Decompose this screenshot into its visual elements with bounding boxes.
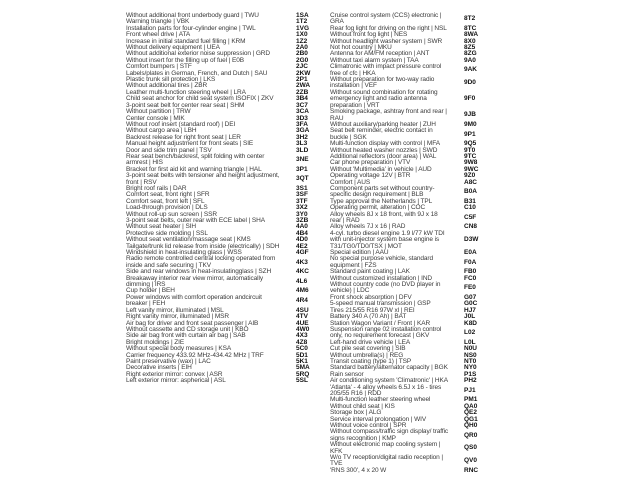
option-description: Comfort bumpers | STF	[126, 63, 192, 71]
option-code: 2KW	[296, 69, 311, 77]
option-description: Load-through provision | DLS	[126, 204, 208, 212]
option-code: 8X0	[464, 37, 476, 45]
option-description: Warning triangle | VBK	[126, 18, 190, 26]
option-code: PM1	[464, 396, 478, 404]
option-row	[330, 90, 492, 109]
option-code: 3Y0	[296, 210, 308, 218]
option-code: 3L3	[296, 140, 308, 148]
option-code: 3CA	[296, 108, 310, 116]
option-description: Increase in initial standard fuel filling | KRM	[126, 37, 246, 45]
option-description: Battery 340 A (70 Ah) | BAT	[330, 313, 407, 321]
option-row	[330, 455, 492, 468]
option-description: Not hot country | MKU	[330, 44, 392, 52]
option-code: 3NE	[296, 156, 309, 164]
option-description: Center console | MIK	[126, 114, 185, 122]
option-description: 'RNS 300', 4 x 20 W	[330, 466, 387, 474]
option-code: 9Q5	[464, 140, 477, 148]
option-code: 9D0	[464, 79, 476, 87]
option-code: B0A	[464, 188, 478, 196]
option-description: Without umbrella(s) | REG	[330, 351, 404, 359]
option-description: Radio remote controlled central locking operated from inside and safe securing | TKV	[126, 255, 276, 269]
option-description: Without cassette and CD storage unit | KBO	[126, 325, 249, 333]
option-description: Type approval the Netherlands | TPL	[330, 197, 433, 205]
option-description: Installation parts for four-cylinder engine | TWL	[126, 24, 256, 32]
option-description: Without partition | TRW	[126, 108, 191, 116]
option-code: QS0	[464, 444, 478, 452]
option-description: Carrier frequency 433.92 MHz-434.42 MHz | TRF	[126, 351, 264, 359]
option-code: 4GF	[296, 249, 309, 257]
option-description: Cut pile seat covering | SIB	[330, 345, 406, 353]
option-code: 8Z5	[464, 44, 476, 52]
option-row	[330, 109, 492, 122]
option-description: Tailgate/trunk lid release from inside (electrically) | SDH	[126, 242, 280, 250]
option-code: 3P1	[296, 165, 308, 173]
option-description: Without 'Multimedia' in vehicle | AUD	[330, 165, 432, 173]
option-description: Standard paint coating | LAK	[330, 268, 410, 276]
option-description: Right exterior mirror: convex | ASR	[126, 370, 223, 378]
option-code: D3W	[464, 236, 479, 244]
option-code: P1S	[464, 370, 477, 378]
option-description: Alloy wheels 7J x 16 | RAD	[330, 223, 406, 231]
option-description: 3-point seat belts, outer rear with ECE label | SHA	[126, 217, 265, 224]
option-code: 4M6	[296, 287, 309, 295]
option-code: 1X0	[296, 31, 308, 39]
option-description: Door and side trim panel | TSV	[126, 146, 212, 154]
option-code: 9P1	[464, 130, 476, 138]
option-code: 3TF	[296, 197, 308, 205]
option-description: Without voice control | SPR	[330, 422, 407, 429]
option-description: Without headlight washer system | SWR	[330, 37, 443, 45]
option-code: 3S1	[296, 184, 308, 192]
option-code: N0U	[464, 345, 478, 353]
option-description: Right vanity mirror, illuminated | MSR	[126, 313, 230, 321]
option-description: Cup holder | BEH	[126, 287, 175, 295]
option-description: Leather multi-function steering wheel | LRA	[126, 88, 246, 96]
option-code: 2B0	[296, 50, 308, 58]
option-description: Operating voltage 12V | BTR	[330, 172, 411, 180]
option-code: 8TC	[464, 24, 477, 32]
option-code: FB0	[464, 268, 477, 276]
option-code: J0L	[464, 313, 476, 321]
option-description: Car phone preparation | VTV	[330, 159, 411, 167]
option-code: K8D	[464, 319, 478, 327]
option-description: Without front fog light | NES	[330, 31, 408, 39]
option-description: Without taxi alarm system | TAA	[330, 56, 419, 64]
option-description: Rear seat bench/backrest, split folding with center armrest | HIS	[126, 152, 265, 167]
option-description: Paint preservative (wax) | LAC	[126, 357, 211, 365]
option-description: Bright roof rails | DAR	[126, 184, 187, 192]
option-description: Without child seat | KIS	[330, 402, 395, 410]
option-description: Without roof insert (standard roof) | DEI	[126, 120, 236, 128]
option-row	[330, 468, 492, 474]
option-description: Service interval prolongation | WIV	[330, 415, 427, 423]
option-description: Station Wagon Variant / Front | KAR	[330, 319, 431, 327]
option-code: 4D0	[296, 236, 308, 244]
option-code: 3FA	[296, 120, 308, 128]
option-code: C5F	[464, 213, 477, 221]
option-code: 3C7	[296, 101, 308, 109]
option-description: Breakaway interior rear view mirror, automatically dimming | IRS	[126, 274, 263, 289]
option-description: Multi-function display with control | MFA	[330, 140, 440, 148]
option-code: A8C	[464, 178, 478, 186]
option-description: Manual height adjustment for front seats | SIE	[126, 140, 254, 148]
option-code: 2JC	[296, 63, 308, 71]
option-code: 4TV	[296, 313, 308, 321]
option-code: 4E2	[296, 242, 308, 250]
option-code: QE2	[464, 409, 478, 417]
option-code: 8ZG	[464, 50, 477, 58]
option-code: 5D1	[296, 351, 308, 359]
option-description: Side air bag front with curtain air bag | SAB	[126, 332, 246, 340]
option-code: QV0	[464, 457, 478, 465]
option-code: 1SA	[296, 12, 309, 19]
option-description: Additional reflectors (door area) | WAL	[330, 152, 437, 160]
option-row	[330, 13, 492, 26]
option-description: Without sound combination for rotating emergency light and radio antenna preparation | VRT	[330, 88, 438, 109]
option-description: Without additional tires | ZBR	[126, 82, 208, 90]
option-row	[330, 282, 492, 295]
option-code: 2G0	[296, 56, 309, 64]
option-code: RNC	[464, 466, 479, 474]
option-code: 4K3	[296, 258, 308, 266]
option-description: Without delivery equipment | UEA	[126, 44, 220, 52]
option-description: Power windows with comfort operation andcircuit breaker | FEH	[126, 293, 262, 308]
option-code: F0A	[464, 258, 477, 266]
option-description: Antenna for AM/FM reception | ANT	[330, 50, 430, 58]
option-row	[126, 154, 326, 167]
options-table-right	[330, 13, 492, 474]
option-description: Without compass/traffic sign display/ traffic signs recognition | KMP	[330, 428, 449, 442]
option-code: 3B4	[296, 95, 308, 103]
option-code: 4B4	[296, 229, 308, 237]
option-description: Bright moldings | ZIE	[126, 338, 185, 346]
option-description: Air conditioning system 'Climatronic' | HKA	[330, 377, 448, 385]
option-code: 3ZB	[296, 217, 309, 224]
option-code: 9AK	[464, 66, 478, 74]
option-code: 1Z2	[296, 37, 308, 45]
option-code: 4Z8	[296, 338, 308, 346]
option-code: 9F0	[464, 95, 476, 103]
option-description: No special purpose vehicle, standard equipment | FZS	[330, 255, 433, 269]
option-description: Storage box | ALG	[330, 409, 382, 417]
option-description: Without auxiliary/parking heater | ZUH	[330, 120, 436, 128]
option-description: Left-hand drive vehicle | LEA	[330, 338, 411, 346]
option-row	[330, 231, 492, 250]
option-description: Comfort seat, front right | SFR	[126, 191, 210, 199]
option-code: NY0	[464, 364, 477, 372]
option-code: 8T2	[464, 15, 476, 23]
option-description: Special edition | AAU	[330, 249, 389, 257]
option-description: Air bag for driver and front seat passenger | AIB	[126, 319, 259, 327]
option-description: Component parts set without country-specific design requirement | BLB	[330, 184, 435, 199]
option-description: Without electronic map cooling system | KFK	[330, 441, 441, 455]
option-code: 4SU	[296, 306, 309, 314]
option-description: Alloy wheels 8J x 18 front, with 9J x 18 rear | RAD	[330, 210, 438, 224]
option-code: 4KC	[296, 268, 310, 276]
option-description: Without roll-up sun screen | SSR	[126, 210, 217, 218]
option-code: 9TC	[464, 152, 477, 160]
option-description: Side and rear windows in heat-insulatingglass | SZH	[126, 268, 272, 276]
option-description: Rear fog light for driving on the right | NSL	[330, 24, 447, 32]
option-description: Without insert for the filling up of fuel | E0B	[126, 56, 245, 64]
option-description: Backrest release for right front seat | LER	[126, 133, 241, 141]
option-description: Windshield in heat-insulating glass | WSS	[126, 249, 242, 257]
option-code: 1VG	[296, 24, 310, 32]
option-description: Comfort seat, front left | SFL	[126, 197, 205, 205]
option-code: 4W0	[296, 325, 310, 333]
option-description: Cruise control system (CCS) electronic | GRA	[330, 12, 442, 26]
option-description: Suspension range 02 installation control only, no requirement forecast | GKV	[330, 325, 442, 340]
option-description: Without special body measures | KSA	[126, 345, 232, 353]
option-code: 8WA	[464, 31, 479, 39]
option-code: PJ1	[464, 386, 476, 394]
option-code: B31	[464, 197, 476, 205]
option-code: QG1	[464, 415, 478, 423]
option-code: QA0	[464, 402, 478, 410]
option-description: 'Atlanta' - 4 alloy wheels 6.5J x 16 - tires 205/55 R16 | RDD	[330, 383, 442, 397]
option-description: 3-point seat belts with tensioner and height adjustment, front | RSV	[126, 172, 280, 186]
option-code: 2ZB	[296, 88, 309, 96]
option-code: 9WC	[464, 165, 479, 173]
option-description: Without seat ventilation/massage seat | KMS	[126, 236, 251, 244]
option-code: 5RQ	[296, 370, 310, 378]
option-description: Left vanity mirror, illuminated | MSL	[126, 306, 224, 314]
option-description: Protective side molding | SSL	[126, 229, 208, 237]
option-code: 2A0	[296, 44, 308, 52]
option-code: L02	[464, 329, 476, 337]
option-description: Without additional exterior noise suppression | GRD	[126, 50, 270, 58]
option-code: 9Z0	[464, 172, 476, 180]
option-code: 3LD	[296, 146, 309, 154]
option-description: Without additional front underbody guard | TWU	[126, 12, 259, 19]
option-description: Without customized installation | IND	[330, 274, 433, 282]
option-code: NT0	[464, 357, 477, 365]
option-row	[126, 295, 326, 308]
option-code: E0A	[464, 249, 477, 257]
option-description: Child seat anchor for child seat system ISOFIX | ZKV	[126, 95, 274, 103]
option-code: 3X2	[296, 204, 308, 212]
option-code: 9W8	[464, 159, 478, 167]
option-description: Labels/plates in German, French, and Dutch | SAU	[126, 69, 268, 77]
option-description: Comfort | AUS	[330, 178, 371, 186]
option-description: Multi-function leather steering wheel	[330, 396, 431, 404]
option-row	[126, 378, 326, 384]
option-code: G07	[464, 293, 477, 301]
option-code: 3GA	[296, 127, 310, 135]
option-row	[330, 77, 492, 90]
option-code: 2WA	[296, 82, 311, 90]
option-description: Rain sensor	[330, 370, 364, 378]
option-code: 4L6	[296, 277, 308, 285]
option-description: Front wheel drive | ATA	[126, 31, 191, 39]
option-code: 9M0	[464, 120, 477, 128]
option-code: 3H2	[296, 133, 308, 141]
option-code: QR0	[464, 431, 478, 439]
option-code: FC0	[464, 274, 477, 282]
options-table-left	[126, 13, 326, 385]
option-code: 3QT	[296, 175, 309, 183]
option-code: 9T0	[464, 146, 476, 154]
option-description: W/o TV reception/digital radio reception | TVE	[330, 454, 443, 468]
option-description: Without country code (no DVD player in vehicle) | LDC	[330, 281, 441, 295]
option-code: PH2	[464, 377, 477, 385]
option-code: 4A0	[296, 223, 308, 231]
option-description: Without cargo area | LBH	[126, 127, 197, 135]
option-description: Left exterior mirror: aspherical | ASL	[126, 377, 226, 385]
option-code: CN8	[464, 223, 478, 231]
option-description: Decorative inserts | EIH	[126, 364, 192, 372]
option-code: L0L	[464, 338, 476, 346]
option-description: Without seat heater | SIH	[126, 223, 196, 231]
option-description: Bracket for first aid kit and warning triangle | HAL	[126, 165, 262, 173]
option-code: 5C0	[296, 345, 308, 353]
option-row	[330, 186, 492, 199]
option-code: 5SL	[296, 377, 308, 385]
option-code: 4R4	[296, 297, 308, 305]
option-description: Front shock absorption | DFV	[330, 293, 412, 301]
option-code: NS0	[464, 351, 477, 359]
option-description: Smoking package, ashtray front and rear | RAU	[330, 108, 447, 122]
option-description: Standard battery/alternator capacity | BGK	[330, 364, 448, 372]
option-description: Without preparation for two-way radio installation | VEF	[330, 76, 435, 90]
option-code: 1T2	[296, 18, 308, 26]
option-description: Seat belt reminder, electric contact in buckle | SGK	[330, 127, 433, 141]
option-description: Without heated washer nozzles | SWD	[330, 146, 438, 154]
option-code: 3SF	[296, 191, 308, 199]
option-description: Transit coating (type 1) | TSP	[330, 357, 412, 365]
option-code: 5MA	[296, 364, 310, 372]
option-code: 9JB	[464, 111, 476, 119]
option-code: 4UE	[296, 319, 309, 327]
option-code: C10	[464, 204, 476, 212]
option-description: Climatronic with impact pressure control free of cfc | HKA	[330, 63, 442, 77]
option-code: G0C	[464, 300, 478, 308]
option-row	[330, 327, 492, 340]
option-description: 3-point seat belt for center rear seat | SHM	[126, 101, 245, 109]
option-code: 3D3	[296, 114, 308, 122]
option-code: 5K1	[296, 357, 308, 365]
option-code: 9A0	[464, 56, 476, 64]
option-code: HJ7	[464, 306, 476, 314]
option-description: Plastic trunk sill protection | LKS	[126, 76, 216, 84]
option-code: FE0	[464, 284, 476, 292]
option-code: QH0	[464, 422, 478, 429]
option-description: Operating permit, alteration | COC	[330, 204, 426, 212]
option-code: 4X3	[296, 332, 308, 340]
option-description: Tires 215/55 R16 97W xl | REI	[330, 306, 415, 314]
option-description: 5-speed manual transmission | GSP	[330, 300, 431, 308]
option-description: 4-cyl. turbo diesel engine 1.9 l/77 kW TDI with unit-injector system base engine is T31/TG0/TD0/TSX | MOT	[330, 229, 445, 250]
option-code: 2P1	[296, 76, 308, 84]
